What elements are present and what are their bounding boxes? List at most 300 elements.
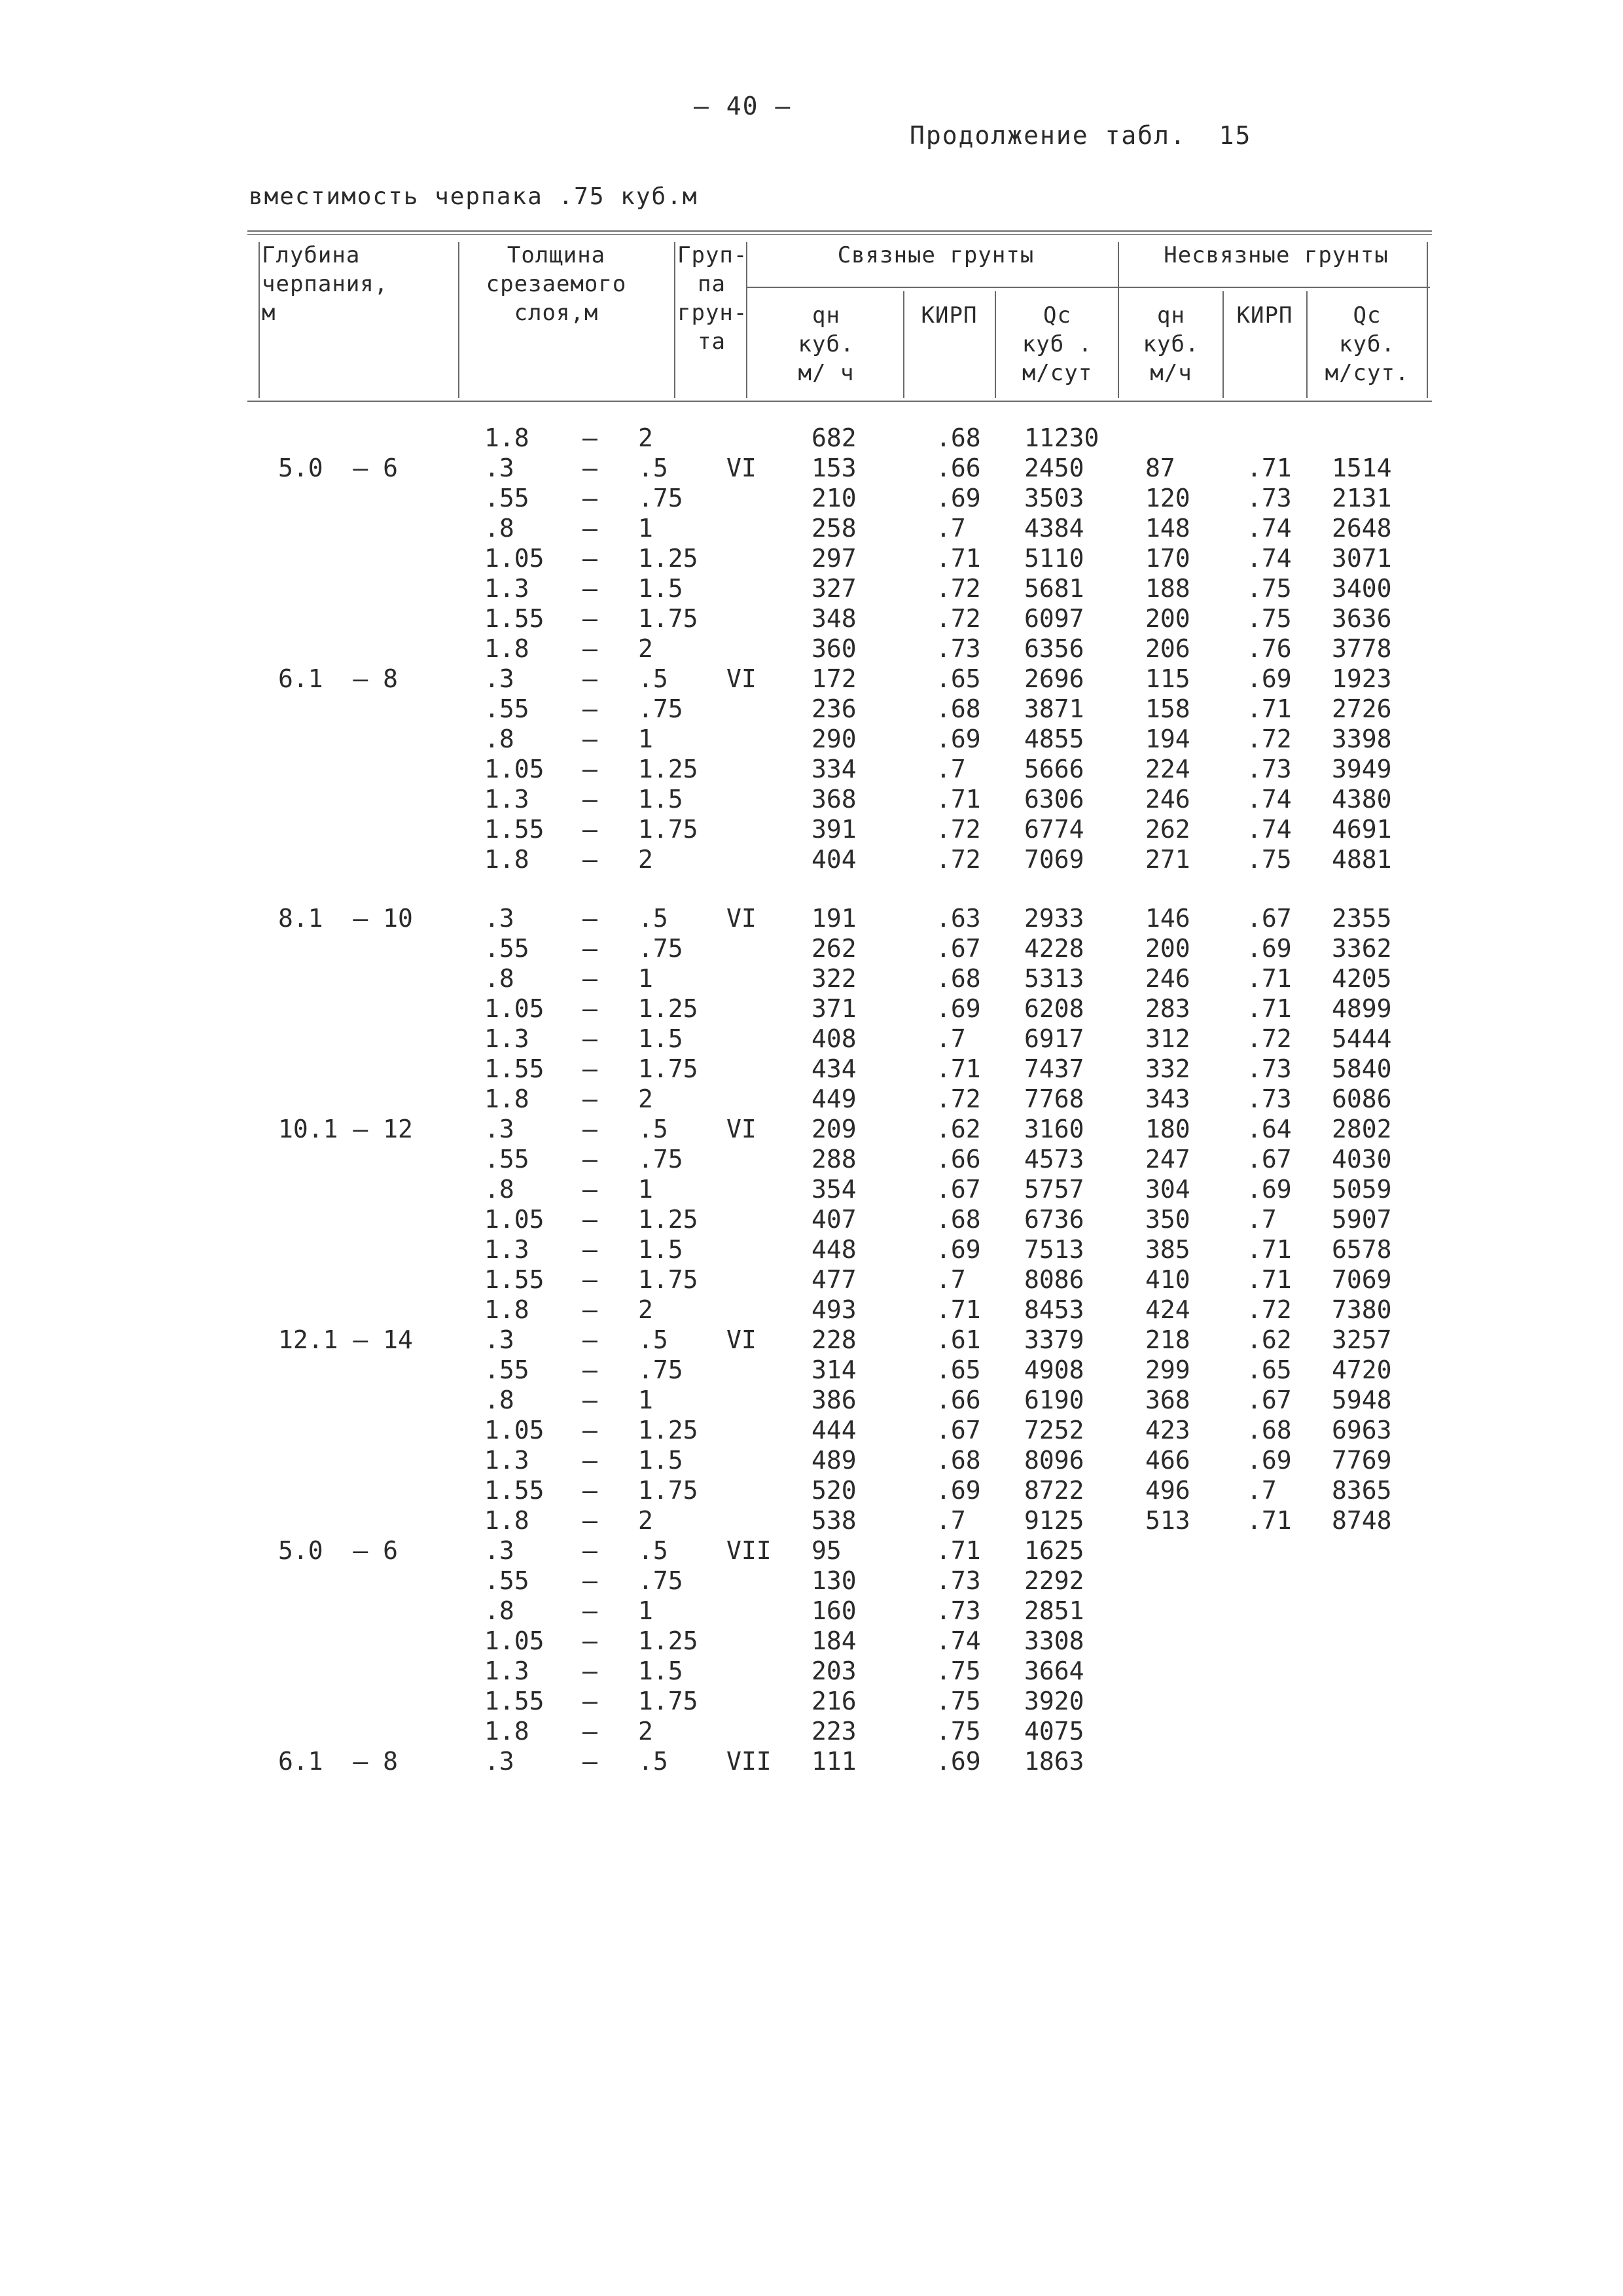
cell-kirp-cohesive: .69 xyxy=(936,484,981,512)
cell-kirp-noncohesive: .67 xyxy=(1247,1386,1292,1414)
cell-qn-noncohesive: 410 xyxy=(1145,1265,1190,1294)
cell-thickness-to: 1.5 xyxy=(638,574,683,603)
cell-qn-cohesive: 153 xyxy=(812,454,857,482)
col-divider xyxy=(903,291,904,398)
cell-qc-cohesive: 3308 xyxy=(1024,1626,1084,1655)
cell-qn-cohesive: 223 xyxy=(812,1717,857,1746)
cell-thickness-dash: – xyxy=(582,1446,597,1475)
cell-qc-noncohesive: 6086 xyxy=(1332,1085,1392,1113)
cell-qc-noncohesive: 8748 xyxy=(1332,1506,1392,1535)
cell-qn-cohesive: 477 xyxy=(812,1265,857,1294)
cell-thickness-from: 1.8 xyxy=(484,1295,529,1324)
cell-kirp-cohesive: .66 xyxy=(936,454,981,482)
cell-thickness-to: .75 xyxy=(638,1566,683,1595)
cell-thickness-from: .8 xyxy=(484,514,514,543)
table-row xyxy=(0,1686,1623,1716)
cell-qn-noncohesive: 283 xyxy=(1145,994,1190,1023)
cell-thickness-to: .75 xyxy=(638,934,683,963)
cell-qc-noncohesive: 7380 xyxy=(1332,1295,1392,1324)
cell-kirp-noncohesive: .75 xyxy=(1247,604,1292,633)
cell-qn-cohesive: 348 xyxy=(812,604,857,633)
cell-qc-noncohesive: 5840 xyxy=(1332,1054,1392,1083)
cell-qc-cohesive: 4228 xyxy=(1024,934,1084,963)
cell-thickness-from: 1.8 xyxy=(484,845,529,874)
cell-thickness-dash: – xyxy=(582,1596,597,1625)
cell-thickness-from: .55 xyxy=(484,1145,529,1174)
cell-kirp-noncohesive: .73 xyxy=(1247,1085,1292,1113)
cell-kirp-noncohesive: .67 xyxy=(1247,904,1292,933)
cell-qn-cohesive: 368 xyxy=(812,785,857,814)
cell-kirp-cohesive: .7 xyxy=(936,1506,966,1535)
cell-thickness-to: 1.5 xyxy=(638,1024,683,1053)
cell-thickness-from: 1.55 xyxy=(484,1687,544,1715)
cell-thickness-from: .8 xyxy=(484,1175,514,1204)
cell-qc-noncohesive: 1923 xyxy=(1332,664,1392,693)
cell-thickness-to: 1.75 xyxy=(638,1265,698,1294)
cell-kirp-cohesive: .71 xyxy=(936,1536,981,1565)
cell-qc-noncohesive: 4899 xyxy=(1332,994,1392,1023)
cell-qn-noncohesive: 513 xyxy=(1145,1506,1190,1535)
cell-thickness-dash: – xyxy=(582,604,597,633)
table-row xyxy=(0,1265,1623,1295)
cell-qn-cohesive: 407 xyxy=(812,1205,857,1234)
cell-kirp-noncohesive: .75 xyxy=(1247,845,1292,874)
cell-qn-cohesive: 228 xyxy=(812,1325,857,1354)
cell-qc-cohesive: 11230 xyxy=(1024,423,1099,452)
cell-qc-noncohesive: 7769 xyxy=(1332,1446,1392,1475)
cell-qn-noncohesive: 466 xyxy=(1145,1446,1190,1475)
table-row xyxy=(0,1024,1623,1054)
cell-kirp-noncohesive: .73 xyxy=(1247,1054,1292,1083)
header-depth: Глубина черпания, м xyxy=(262,242,389,326)
cell-thickness-to: 1.25 xyxy=(638,755,698,783)
cell-kirp-noncohesive: .7 xyxy=(1247,1476,1277,1505)
header-bottom-rule xyxy=(247,401,1432,402)
cell-qc-noncohesive: 2131 xyxy=(1332,484,1392,512)
cell-thickness-dash: – xyxy=(582,1265,597,1294)
cell-kirp-cohesive: .7 xyxy=(936,1024,966,1053)
cell-thickness-to: .75 xyxy=(638,694,683,723)
table-row xyxy=(0,694,1623,724)
cell-qc-cohesive: 7513 xyxy=(1024,1235,1084,1264)
cell-thickness-from: 1.05 xyxy=(484,1205,544,1234)
cell-qc-noncohesive: 3362 xyxy=(1332,934,1392,963)
cell-qc-noncohesive: 2355 xyxy=(1332,904,1392,933)
cell-qn-noncohesive: 200 xyxy=(1145,604,1190,633)
header-top-rule xyxy=(247,230,1432,232)
cell-qn-noncohesive: 271 xyxy=(1145,845,1190,874)
cell-qn-cohesive: 258 xyxy=(812,514,857,543)
cell-depth: 10.1 – 12 xyxy=(278,1115,413,1143)
cell-kirp-noncohesive: .73 xyxy=(1247,484,1292,512)
cell-qc-noncohesive: 4380 xyxy=(1332,785,1392,814)
cell-kirp-cohesive: .72 xyxy=(936,604,981,633)
cell-thickness-to: 1.75 xyxy=(638,604,698,633)
cell-qn-cohesive: 334 xyxy=(812,755,857,783)
cell-thickness-dash: – xyxy=(582,815,597,844)
table-row xyxy=(0,1054,1623,1084)
table-row xyxy=(0,1445,1623,1475)
cell-qn-cohesive: 449 xyxy=(812,1085,857,1113)
cell-kirp-noncohesive: .71 xyxy=(1247,694,1292,723)
cell-kirp-noncohesive: .73 xyxy=(1247,755,1292,783)
cell-qc-cohesive: 6208 xyxy=(1024,994,1084,1023)
cell-qn-noncohesive: 146 xyxy=(1145,904,1190,933)
cell-qc-cohesive: 6774 xyxy=(1024,815,1084,844)
cell-kirp-noncohesive: .69 xyxy=(1247,1446,1292,1475)
table-row xyxy=(0,1656,1623,1686)
cell-kirp-noncohesive: .76 xyxy=(1247,634,1292,663)
cell-qc-noncohesive: 6963 xyxy=(1332,1416,1392,1444)
header-qn-noncohesive: qн куб. м/ч xyxy=(1143,302,1200,386)
cell-thickness-from: 1.05 xyxy=(484,755,544,783)
col-divider xyxy=(259,242,260,398)
cell-qn-cohesive: 191 xyxy=(812,904,857,933)
cell-qn-noncohesive: 304 xyxy=(1145,1175,1190,1204)
cell-qc-cohesive: 3920 xyxy=(1024,1687,1084,1715)
cell-qn-cohesive: 184 xyxy=(812,1626,857,1655)
cell-thickness-dash: – xyxy=(582,1024,597,1053)
cell-thickness-dash: – xyxy=(582,1566,597,1595)
cell-qn-cohesive: 160 xyxy=(812,1596,857,1625)
table-row xyxy=(0,543,1623,573)
cell-qn-cohesive: 391 xyxy=(812,815,857,844)
cell-qc-noncohesive: 5907 xyxy=(1332,1205,1392,1234)
cell-qc-cohesive: 5757 xyxy=(1024,1175,1084,1204)
cell-thickness-to: .75 xyxy=(638,1145,683,1174)
table-row xyxy=(0,1385,1623,1415)
cell-qc-noncohesive: 4205 xyxy=(1332,964,1392,993)
table-row xyxy=(0,963,1623,994)
cell-thickness-to: 2 xyxy=(638,845,653,874)
cell-thickness-to: 2 xyxy=(638,1295,653,1324)
cell-qn-cohesive: 290 xyxy=(812,725,857,753)
cell-thickness-dash: – xyxy=(582,845,597,874)
cell-thickness-from: 1.55 xyxy=(484,1476,544,1505)
cell-qc-cohesive: 7437 xyxy=(1024,1054,1084,1083)
cell-kirp-cohesive: .69 xyxy=(936,1747,981,1776)
cell-qc-cohesive: 8722 xyxy=(1024,1476,1084,1505)
table-row xyxy=(0,1746,1623,1776)
cell-qc-cohesive: 2696 xyxy=(1024,664,1084,693)
cell-qc-cohesive: 6917 xyxy=(1024,1024,1084,1053)
col-divider xyxy=(995,291,996,398)
cell-qn-cohesive: 209 xyxy=(812,1115,857,1143)
cell-qn-cohesive: 111 xyxy=(812,1747,857,1776)
cell-kirp-cohesive: .74 xyxy=(936,1626,981,1655)
cell-qn-noncohesive: 368 xyxy=(1145,1386,1190,1414)
cell-thickness-dash: – xyxy=(582,1657,597,1685)
cell-thickness-from: 1.8 xyxy=(484,634,529,663)
cell-kirp-noncohesive: .71 xyxy=(1247,454,1292,482)
cell-qn-cohesive: 444 xyxy=(812,1416,857,1444)
cell-qc-cohesive: 2851 xyxy=(1024,1596,1084,1625)
table-row xyxy=(0,1415,1623,1445)
cell-qn-noncohesive: 206 xyxy=(1145,634,1190,663)
cell-group: VI xyxy=(726,1115,757,1143)
cell-thickness-dash: – xyxy=(582,1717,597,1746)
cell-thickness-from: .55 xyxy=(484,694,529,723)
cell-thickness-from: 1.8 xyxy=(484,1717,529,1746)
table-row xyxy=(0,784,1623,814)
cell-qc-cohesive: 8086 xyxy=(1024,1265,1084,1294)
page-number: – 40 – xyxy=(694,92,792,120)
cell-thickness-to: .5 xyxy=(638,454,668,482)
cell-qc-cohesive: 5666 xyxy=(1024,755,1084,783)
table-row xyxy=(0,1144,1623,1174)
cell-qn-cohesive: 386 xyxy=(812,1386,857,1414)
cell-qn-noncohesive: 170 xyxy=(1145,544,1190,573)
cell-thickness-dash: – xyxy=(582,634,597,663)
cell-kirp-noncohesive: .74 xyxy=(1247,785,1292,814)
cell-qc-noncohesive: 2726 xyxy=(1332,694,1392,723)
cell-thickness-dash: – xyxy=(582,1145,597,1174)
table-caption: вместимость черпака .75 куб.м xyxy=(249,183,698,210)
cell-kirp-noncohesive: .74 xyxy=(1247,815,1292,844)
cell-thickness-to: 1 xyxy=(638,725,653,753)
table-row xyxy=(0,1234,1623,1265)
cell-thickness-from: .8 xyxy=(484,1386,514,1414)
cell-qn-noncohesive: 87 xyxy=(1145,454,1175,482)
cell-kirp-cohesive: .69 xyxy=(936,1235,981,1264)
cell-thickness-to: .75 xyxy=(638,484,683,512)
cell-thickness-dash: – xyxy=(582,1536,597,1565)
cell-qn-cohesive: 448 xyxy=(812,1235,857,1264)
cell-thickness-dash: – xyxy=(582,964,597,993)
cell-qn-noncohesive: 246 xyxy=(1145,964,1190,993)
cell-thickness-dash: – xyxy=(582,1295,597,1324)
cell-kirp-cohesive: .71 xyxy=(936,1054,981,1083)
cell-qc-cohesive: 5681 xyxy=(1024,574,1084,603)
cell-qn-cohesive: 288 xyxy=(812,1145,857,1174)
cell-thickness-to: .5 xyxy=(638,664,668,693)
cell-qc-noncohesive: 3071 xyxy=(1332,544,1392,573)
cell-qn-noncohesive: 224 xyxy=(1145,755,1190,783)
cell-qn-cohesive: 682 xyxy=(812,423,857,452)
cell-thickness-dash: – xyxy=(582,544,597,573)
table-row xyxy=(0,1114,1623,1144)
table-row xyxy=(0,1295,1623,1325)
cell-thickness-dash: – xyxy=(582,994,597,1023)
cell-qn-cohesive: 489 xyxy=(812,1446,857,1475)
cell-qc-cohesive: 3160 xyxy=(1024,1115,1084,1143)
cell-depth: 6.1 – 8 xyxy=(278,1747,399,1776)
cell-kirp-noncohesive: .7 xyxy=(1247,1205,1277,1234)
table-row xyxy=(0,423,1623,453)
header-cohesive-soils: Связные грунты xyxy=(837,242,1035,268)
cell-thickness-dash: – xyxy=(582,934,597,963)
cell-kirp-cohesive: .62 xyxy=(936,1115,981,1143)
cell-kirp-noncohesive: .65 xyxy=(1247,1355,1292,1384)
cell-thickness-from: .8 xyxy=(484,725,514,753)
cell-qn-cohesive: 327 xyxy=(812,574,857,603)
cell-thickness-to: 1.25 xyxy=(638,1416,698,1444)
cell-qc-noncohesive: 4720 xyxy=(1332,1355,1392,1384)
cell-qc-cohesive: 5313 xyxy=(1024,964,1084,993)
cell-kirp-noncohesive: .68 xyxy=(1247,1416,1292,1444)
table-row xyxy=(0,1084,1623,1114)
cell-qc-cohesive: 4573 xyxy=(1024,1145,1084,1174)
cell-thickness-from: 1.55 xyxy=(484,815,544,844)
cell-kirp-cohesive: .7 xyxy=(936,1265,966,1294)
cell-kirp-noncohesive: .72 xyxy=(1247,1295,1292,1324)
cell-thickness-from: 1.05 xyxy=(484,1626,544,1655)
cell-qc-cohesive: 2933 xyxy=(1024,904,1084,933)
cell-qn-noncohesive: 312 xyxy=(1145,1024,1190,1053)
cell-thickness-to: 1 xyxy=(638,514,653,543)
cell-qn-cohesive: 172 xyxy=(812,664,857,693)
table-row xyxy=(0,634,1623,664)
cell-thickness-from: 1.3 xyxy=(484,1446,529,1475)
cell-qn-noncohesive: 496 xyxy=(1145,1476,1190,1505)
cell-thickness-from: 1.55 xyxy=(484,1265,544,1294)
cell-thickness-dash: – xyxy=(582,1476,597,1505)
cell-kirp-cohesive: .67 xyxy=(936,1175,981,1204)
header-kirp-noncohesive: КИРП xyxy=(1236,302,1293,329)
header-kirp-cohesive: КИРП xyxy=(921,302,978,329)
cell-thickness-dash: – xyxy=(582,1325,597,1354)
cell-qn-noncohesive: 218 xyxy=(1145,1325,1190,1354)
cell-depth: 6.1 – 8 xyxy=(278,664,399,693)
cell-thickness-dash: – xyxy=(582,514,597,543)
cell-thickness-to: 1.25 xyxy=(638,1626,698,1655)
cell-kirp-cohesive: .61 xyxy=(936,1325,981,1354)
cell-thickness-dash: – xyxy=(582,574,597,603)
cell-qc-noncohesive: 1514 xyxy=(1332,454,1392,482)
header-subgroup-rule xyxy=(746,287,1430,288)
table-row xyxy=(0,1355,1623,1385)
cell-thickness-from: .8 xyxy=(484,1596,514,1625)
cell-qc-cohesive: 3664 xyxy=(1024,1657,1084,1685)
cell-kirp-cohesive: .69 xyxy=(936,725,981,753)
cell-thickness-dash: – xyxy=(582,1687,597,1715)
table-row xyxy=(0,754,1623,784)
cell-qc-noncohesive: 4691 xyxy=(1332,815,1392,844)
cell-thickness-to: 1 xyxy=(638,1386,653,1414)
cell-thickness-from: 1.05 xyxy=(484,544,544,573)
cell-qn-cohesive: 262 xyxy=(812,934,857,963)
cell-qc-cohesive: 7252 xyxy=(1024,1416,1084,1444)
cell-kirp-noncohesive: .62 xyxy=(1247,1325,1292,1354)
header-thickness: Толщина срезаемого слоя,м xyxy=(486,242,627,326)
cell-thickness-dash: – xyxy=(582,484,597,512)
cell-kirp-noncohesive: .75 xyxy=(1247,574,1292,603)
cell-thickness-dash: – xyxy=(582,664,597,693)
header-qc-cohesive: Qc куб . м/сут xyxy=(1022,302,1093,386)
cell-thickness-from: 1.3 xyxy=(484,1657,529,1685)
cell-kirp-noncohesive: .67 xyxy=(1247,1145,1292,1174)
cell-qc-cohesive: 6306 xyxy=(1024,785,1084,814)
cell-thickness-from: .55 xyxy=(484,1355,529,1384)
table-row xyxy=(0,903,1623,933)
cell-kirp-noncohesive: .64 xyxy=(1247,1115,1292,1143)
cell-kirp-cohesive: .63 xyxy=(936,904,981,933)
cell-thickness-to: .5 xyxy=(638,1115,668,1143)
table-row xyxy=(0,1174,1623,1204)
cell-thickness-to: 2 xyxy=(638,1506,653,1535)
cell-thickness-dash: – xyxy=(582,694,597,723)
cell-thickness-from: 1.3 xyxy=(484,574,529,603)
cell-thickness-to: 1.75 xyxy=(638,1476,698,1505)
table-row xyxy=(0,483,1623,513)
cell-thickness-to: 1.5 xyxy=(638,1235,683,1264)
header-qc-noncohesive: Qc куб. м/сут. xyxy=(1325,302,1410,386)
cell-qn-cohesive: 216 xyxy=(812,1687,857,1715)
cell-kirp-cohesive: .75 xyxy=(936,1687,981,1715)
cell-thickness-from: .3 xyxy=(484,1747,514,1776)
cell-kirp-noncohesive: .69 xyxy=(1247,664,1292,693)
cell-qc-cohesive: 6097 xyxy=(1024,604,1084,633)
cell-qn-cohesive: 297 xyxy=(812,544,857,573)
cell-thickness-from: .3 xyxy=(484,664,514,693)
table-row xyxy=(0,844,1623,874)
cell-qc-noncohesive: 3398 xyxy=(1332,725,1392,753)
cell-thickness-dash: – xyxy=(582,1506,597,1535)
cell-thickness-to: 1 xyxy=(638,1175,653,1204)
cell-qn-cohesive: 95 xyxy=(812,1536,842,1565)
cell-group: VII xyxy=(726,1747,772,1776)
table-row xyxy=(0,453,1623,483)
cell-thickness-from: .3 xyxy=(484,1325,514,1354)
table-row xyxy=(0,1716,1623,1746)
cell-group: VII xyxy=(726,1536,772,1565)
cell-thickness-from: 1.8 xyxy=(484,423,529,452)
cell-qc-noncohesive: 5948 xyxy=(1332,1386,1392,1414)
cell-thickness-from: 1.3 xyxy=(484,1235,529,1264)
cell-qn-cohesive: 236 xyxy=(812,694,857,723)
cell-qn-noncohesive: 246 xyxy=(1145,785,1190,814)
cell-thickness-to: 1.5 xyxy=(638,1446,683,1475)
cell-qn-cohesive: 493 xyxy=(812,1295,857,1324)
cell-qn-noncohesive: 343 xyxy=(1145,1085,1190,1113)
cell-kirp-noncohesive: .71 xyxy=(1247,1506,1292,1535)
cell-qn-noncohesive: 188 xyxy=(1145,574,1190,603)
cell-qc-cohesive: 4855 xyxy=(1024,725,1084,753)
cell-thickness-dash: – xyxy=(582,423,597,452)
cell-qc-cohesive: 1625 xyxy=(1024,1536,1084,1565)
cell-qc-cohesive: 7768 xyxy=(1024,1085,1084,1113)
cell-thickness-to: 1.25 xyxy=(638,994,698,1023)
cell-qc-cohesive: 8453 xyxy=(1024,1295,1084,1324)
cell-depth: 12.1 – 14 xyxy=(278,1325,413,1354)
cell-group: VI xyxy=(726,664,757,693)
cell-qn-cohesive: 434 xyxy=(812,1054,857,1083)
cell-group: VI xyxy=(726,904,757,933)
header-group: Груп- па грун- та xyxy=(677,242,748,355)
cell-qc-noncohesive: 5444 xyxy=(1332,1024,1392,1053)
cell-thickness-to: 1 xyxy=(638,1596,653,1625)
cell-qn-noncohesive: 247 xyxy=(1145,1145,1190,1174)
cell-kirp-cohesive: .72 xyxy=(936,574,981,603)
cell-kirp-cohesive: .71 xyxy=(936,785,981,814)
cell-thickness-to: 1.5 xyxy=(638,785,683,814)
cell-kirp-cohesive: .66 xyxy=(936,1386,981,1414)
cell-qc-noncohesive: 7069 xyxy=(1332,1265,1392,1294)
table-row xyxy=(0,1626,1623,1656)
cell-qc-noncohesive: 2802 xyxy=(1332,1115,1392,1143)
table-row xyxy=(0,1596,1623,1626)
cell-thickness-to: .5 xyxy=(638,1325,668,1354)
cell-kirp-cohesive: .68 xyxy=(936,1205,981,1234)
cell-thickness-from: .3 xyxy=(484,454,514,482)
cell-kirp-noncohesive: .71 xyxy=(1247,964,1292,993)
cell-kirp-noncohesive: .72 xyxy=(1247,1024,1292,1053)
cell-qc-noncohesive: 3400 xyxy=(1332,574,1392,603)
cell-thickness-dash: – xyxy=(582,1205,597,1234)
continuation-label: Продолжение табл. 15 xyxy=(910,121,1252,150)
cell-qn-cohesive: 408 xyxy=(812,1024,857,1053)
cell-kirp-noncohesive: .74 xyxy=(1247,514,1292,543)
